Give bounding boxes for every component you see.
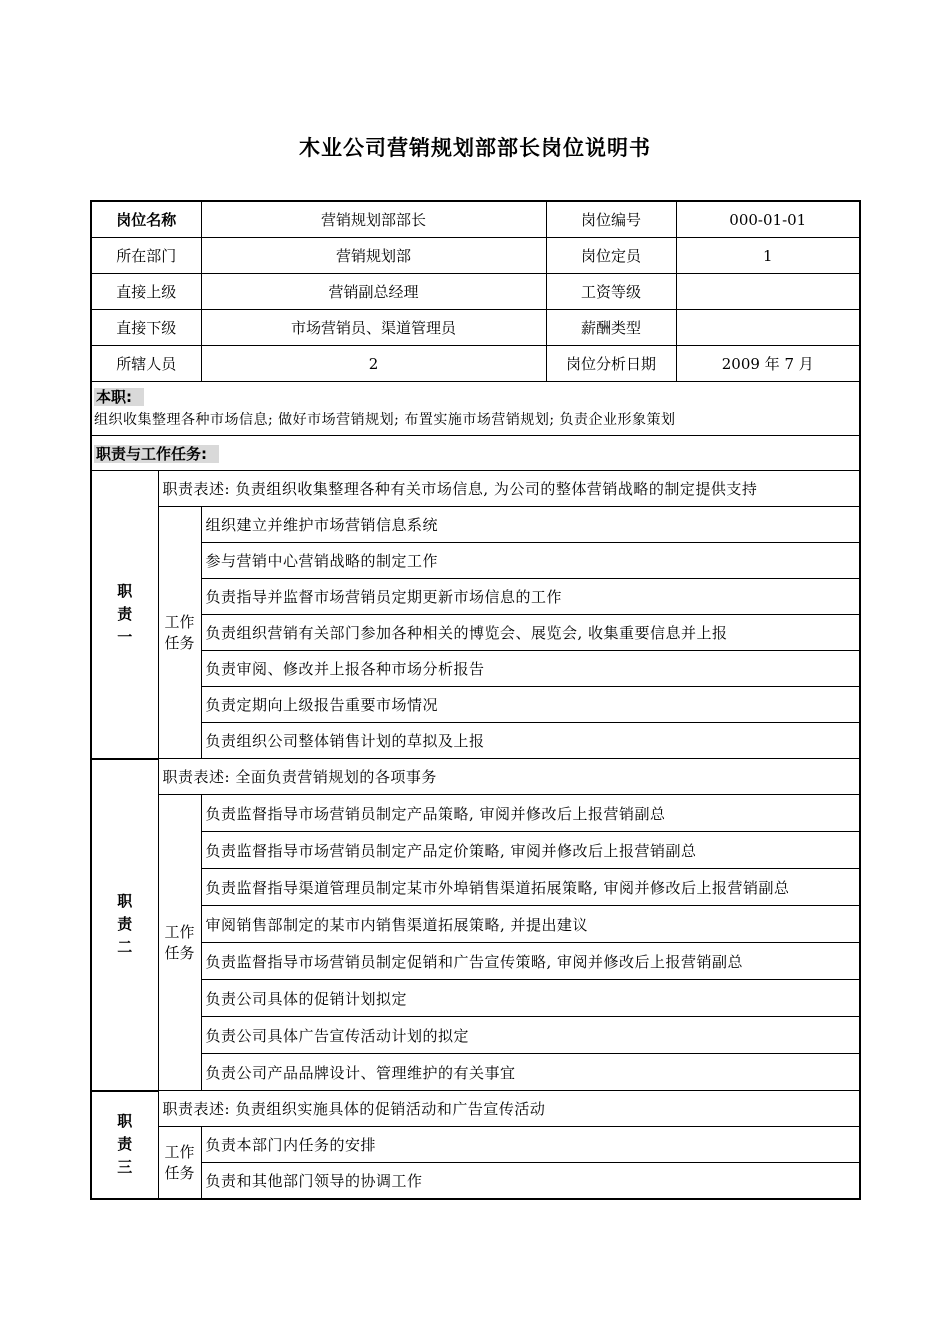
task-item: 负责公司产品品牌设计、管理维护的有关事宜 <box>201 1054 860 1091</box>
task-row <box>91 1054 860 1091</box>
task-row <box>91 723 860 759</box>
task-item: 负责定期向上级报告重要市场情况 <box>201 687 860 723</box>
task-row <box>91 869 860 906</box>
summary-row <box>91 382 860 436</box>
summary-cell <box>91 382 860 436</box>
duty-desc-row <box>91 759 860 795</box>
task-row <box>91 795 860 832</box>
info-row <box>91 274 860 310</box>
task-label-text: 任务 <box>164 1163 195 1182</box>
task-item: 负责监督指导市场营销员制定产品策略, 审阅并修改后上报营销副总 <box>201 795 860 832</box>
info-label: 所在部门 <box>91 238 201 274</box>
task-row <box>91 615 860 651</box>
duty-desc-row <box>91 1091 860 1127</box>
summary-text: 组织收集整理各种市场信息; 做好市场营销规划; 布置实施市场营销规划; 负责企业形象策划 <box>94 412 676 428</box>
task-label-text: 任务 <box>164 633 195 652</box>
info-value: 1 <box>676 238 860 274</box>
task-label-text: 工作 <box>164 612 195 631</box>
task-label-text: 工作 <box>164 922 195 941</box>
task-row <box>91 579 860 615</box>
info-value: 市场营销员、渠道管理员 <box>201 310 546 346</box>
task-row <box>91 1127 860 1163</box>
task-item: 负责公司具体的促销计划拟定 <box>201 980 860 1017</box>
info-value <box>676 310 860 346</box>
info-value: 2009 年 7 月 <box>676 346 860 382</box>
duty-label-char: 职 <box>117 581 133 600</box>
info-label: 工资等级 <box>546 274 676 310</box>
info-value: 营销规划部 <box>201 238 546 274</box>
task-label-text: 工作 <box>164 1142 195 1161</box>
duty-label <box>91 1091 158 1200</box>
task-label-text: 任务 <box>164 943 195 962</box>
info-row <box>91 201 860 238</box>
task-item: 组织建立并维护市场营销信息系统 <box>201 507 860 543</box>
info-label: 岗位定员 <box>546 238 676 274</box>
task-item: 负责指导并监督市场营销员定期更新市场信息的工作 <box>201 579 860 615</box>
summary-label: 本职: <box>94 388 144 406</box>
duty-label-char: 责 <box>117 915 133 933</box>
page-title: 木业公司营销规划部部长岗位说明书 <box>299 136 651 160</box>
duties-label: 职责与工作任务: <box>94 445 219 463</box>
duty-label-char: 一 <box>117 627 133 646</box>
duty-label-char: 三 <box>117 1158 133 1177</box>
task-row <box>91 651 860 687</box>
info-value: 营销副总经理 <box>201 274 546 310</box>
info-value <box>676 274 860 310</box>
duty-label-char: 二 <box>117 938 133 956</box>
info-value: 000-01-01 <box>676 201 860 238</box>
task-item: 负责监督指导渠道管理员制定某市外埠销售渠道拓展策略, 审阅并修改后上报营销副总 <box>201 869 860 906</box>
duty-description: 职责表述: 全面负责营销规划的各项事务 <box>158 759 860 795</box>
task-row <box>91 943 860 980</box>
task-label <box>158 1127 201 1200</box>
info-label: 岗位编号 <box>546 201 676 238</box>
task-row <box>91 980 860 1017</box>
job-description-table <box>90 200 861 1200</box>
task-row <box>91 1017 860 1054</box>
duties-header <box>91 436 860 471</box>
task-item: 负责和其他部门领导的协调工作 <box>201 1163 860 1200</box>
duty-description: 职责表述: 负责组织实施具体的促销活动和广告宣传活动 <box>158 1091 860 1127</box>
info-label: 薪酬类型 <box>546 310 676 346</box>
task-item: 负责公司具体广告宣传活动计划的拟定 <box>201 1017 860 1054</box>
info-label: 直接上级 <box>91 274 201 310</box>
duty-label-char: 职 <box>117 1112 133 1131</box>
duty-label-char: 责 <box>117 1135 133 1154</box>
info-row <box>91 346 860 382</box>
task-label <box>158 795 201 1091</box>
task-item: 负责审阅、修改并上报各种市场分析报告 <box>201 651 860 687</box>
task-item: 负责组织营销有关部门参加各种相关的博览会、展览会, 收集重要信息并上报 <box>201 615 860 651</box>
duty-label <box>91 759 158 1091</box>
task-row <box>91 507 860 543</box>
info-value: 营销规划部部长 <box>201 201 546 238</box>
duty-label <box>91 471 158 759</box>
info-label: 岗位名称 <box>91 201 201 238</box>
duty-desc-row <box>91 471 860 507</box>
task-row <box>91 543 860 579</box>
task-label <box>158 507 201 759</box>
task-row <box>91 906 860 943</box>
info-label: 所辖人员 <box>91 346 201 382</box>
info-label: 岗位分析日期 <box>546 346 676 382</box>
task-item: 负责监督指导市场营销员制定促销和广告宣传策略, 审阅并修改后上报营销副总 <box>201 943 860 980</box>
duty-description: 职责表述: 负责组织收集整理各种有关市场信息, 为公司的整体营销战略的制定提供支持 <box>158 471 860 507</box>
task-item: 参与营销中心营销战略的制定工作 <box>201 543 860 579</box>
task-item: 负责组织公司整体销售计划的草拟及上报 <box>201 723 860 759</box>
duty-label-char: 职 <box>117 892 133 910</box>
info-row <box>91 310 860 346</box>
info-label: 直接下级 <box>91 310 201 346</box>
info-value: 2 <box>201 346 546 382</box>
task-item: 负责监督指导市场营销员制定产品定价策略, 审阅并修改后上报营销副总 <box>201 832 860 869</box>
duty-label-char: 责 <box>117 604 133 623</box>
task-item: 审阅销售部制定的某市内销售渠道拓展策略, 并提出建议 <box>201 906 860 943</box>
info-row <box>91 238 860 274</box>
duties-header-row <box>91 436 860 471</box>
task-row <box>91 687 860 723</box>
task-item: 负责本部门内任务的安排 <box>201 1127 860 1163</box>
task-row <box>91 832 860 869</box>
task-row <box>91 1163 860 1200</box>
